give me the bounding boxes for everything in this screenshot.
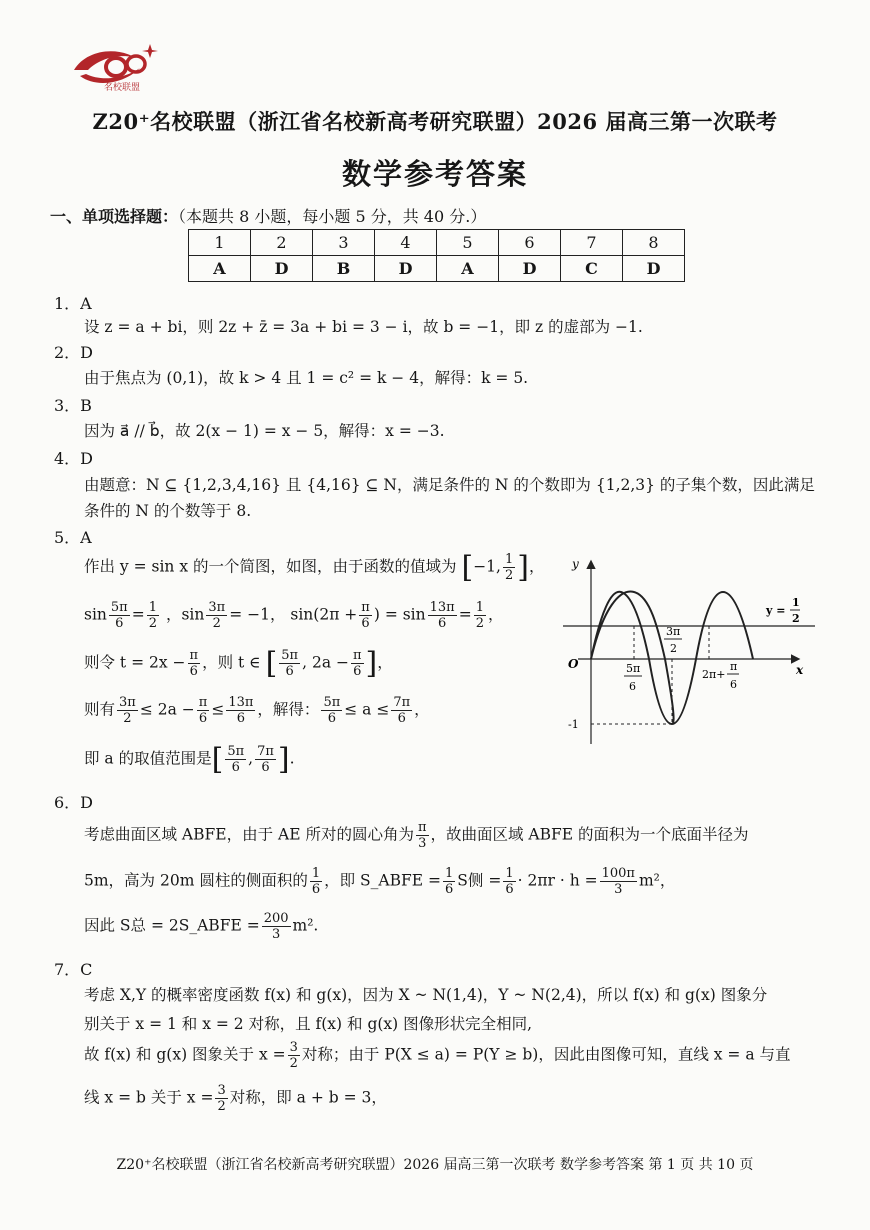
table-cell: A bbox=[437, 256, 499, 282]
q4-solution-line1: 由题意：N ⊆ {1,2,3,4,16} 且 {4,16} ⊆ N，满足条件的 N 的个数即为 {1,2,3} 的子集个数，因此满足 bbox=[84, 476, 815, 494]
text: 作出 y = sin x 的一个简图，如图，由于函数的值域为 bbox=[84, 557, 457, 576]
bracket: ] bbox=[517, 550, 529, 585]
bracket: [ bbox=[461, 550, 474, 585]
q3-heading: 3．B bbox=[54, 396, 92, 415]
q7-line3: 故 f(x) 和 g(x) 图象关于 x = $\frac{3}{2}$ 对称；由于 P(X ≤ a) = P(Y ≥ b)，因此由图像可知，直线 x = a 与直 bbox=[84, 1040, 791, 1071]
q5-line3: 则令 t = 2x − $\frac{\pi}{6}$ ，则 t ∈ [ $\frac{5\pi}{6}$ , 2a − $\frac{\pi}{6}$ ]， bbox=[84, 646, 393, 681]
tick-3pi2-den: 2 bbox=[670, 642, 677, 655]
line-label-den: 2 bbox=[792, 612, 800, 625]
answer-table-answers-row bbox=[189, 256, 685, 282]
q6-line2: 5m，高为 20m 圆柱的侧面积的 $\frac{1}{6}$ ，即 S_ABFE = $\frac{1}{6}$ S侧 = $\frac{1}{6}$ · 2πr · h = $\frac{100\pi}{3}$ m²， bbox=[84, 866, 676, 897]
exam-title: Z20⁺名校联盟（浙江省名校新高考研究联盟）2026 届高三第一次联考 bbox=[92, 109, 778, 134]
table-cell: 6 bbox=[499, 230, 561, 256]
page-footer: Z20⁺名校联盟（浙江省名校新高考研究联盟）2026 届高三第一次联考 数学参考答案 第 1 页 共 10 页 bbox=[116, 1157, 754, 1173]
tick-2pi-pre: 2π+ bbox=[702, 668, 726, 681]
q1-solution: 设 z = a + bi，则 2z + z̄ = 3a + bi = 3 − i，故 b = −1，即 z 的虚部为 −1. bbox=[84, 318, 643, 336]
q4-heading: 4．D bbox=[54, 449, 94, 468]
x-axis-label: x bbox=[796, 663, 804, 677]
table-cell: 5 bbox=[437, 230, 499, 256]
table-cell: D bbox=[623, 256, 685, 282]
neg-one-label: -1 bbox=[568, 718, 579, 731]
fraction: $\frac{1}{2}$ bbox=[504, 552, 514, 583]
section-label: 一、单项选择题： bbox=[50, 207, 179, 226]
q5-line5: 即 a 的取值范围是[ $\frac{5\pi}{6}$ , $\frac{7\pi}{6}$ ]. bbox=[84, 742, 295, 777]
answer-table-numbers-row bbox=[189, 230, 685, 256]
q7-line1: 考虑 X,Y 的概率密度函数 f(x) 和 g(x)，因为 X ~ N(1,4)，Y ~ N(2,4)，所以 f(x) 和 g(x) 图象分 bbox=[84, 986, 768, 1004]
logo-text: 名校联盟 bbox=[104, 83, 141, 93]
q5-line2: sin $\frac{5\pi}{6}$ = $\frac{1}{2}$ ，sin $\frac{3\pi}{2}$ = −1， sin(2π + $\frac{\pi}{6}$ ) = sin $\frac{13\pi}{6}$ = $\frac{1}{2}$ ， bbox=[84, 600, 504, 631]
table-cell: 1 bbox=[189, 230, 251, 256]
q6-line1: 考虑曲面区域 ABFE，由于 AE 所对的圆心角为 $\frac{\pi}{3}$ ，故曲面区域 ABFE 的面积为一个底面半径为 bbox=[84, 820, 749, 851]
section-heading bbox=[50, 204, 486, 227]
line-label-num: 1 bbox=[792, 596, 800, 609]
table-cell: 2 bbox=[251, 230, 313, 256]
table-cell: 3 bbox=[313, 230, 375, 256]
table-cell: 7 bbox=[561, 230, 623, 256]
table-cell: C bbox=[561, 256, 623, 282]
section-note: （本题共 8 小题，每小题 5 分，共 40 分.） bbox=[178, 207, 487, 226]
tick-5pi6-num: 5π bbox=[626, 662, 641, 675]
q7-line2: 别关于 x = 1 和 x = 2 对称，且 f(x) 和 g(x) 图像形状完全相同, bbox=[84, 1015, 533, 1033]
table-cell: B bbox=[313, 256, 375, 282]
q4-solution-line2: 条件的 N 的个数等于 8. bbox=[84, 502, 252, 520]
q2-solution: 由于焦点为 (0,1)，故 k > 4 且 1 = c² = k − 4，解得：k = 5. bbox=[84, 369, 529, 387]
q6-line3: 因此 S总 = 2S_ABFE = $\frac{200}{3}$ m². bbox=[84, 911, 319, 942]
q7-line4: 线 x = b 关于 x = $\frac{3}{2}$ 对称，即 a + b = 3， bbox=[84, 1083, 387, 1114]
document-title: 数学参考答案 bbox=[341, 157, 528, 191]
text: ， bbox=[528, 557, 545, 576]
table-cell: D bbox=[499, 256, 561, 282]
q5-line1 bbox=[84, 550, 544, 585]
tick-3pi2-num: 3π bbox=[666, 625, 681, 638]
answer-table bbox=[188, 229, 685, 282]
q5-line4: 则有 $\frac{3\pi}{2}$ ≤ 2a − $\frac{\pi}{6}$ ≤ $\frac{13\pi}{6}$ ，解得： $\frac{5\pi}{6}$ ≤ a ≤ $\frac{7\pi}{6}$ ， bbox=[84, 695, 430, 726]
q1-heading: 1．A bbox=[54, 294, 92, 313]
y-axis-label: y bbox=[572, 557, 579, 571]
text: −1, bbox=[473, 557, 501, 576]
table-cell: 4 bbox=[375, 230, 437, 256]
q5-heading: 5．A bbox=[54, 528, 92, 547]
line-label: y = bbox=[766, 604, 786, 617]
sine-graph bbox=[558, 548, 820, 748]
table-cell: 8 bbox=[623, 230, 685, 256]
table-cell: D bbox=[375, 256, 437, 282]
q3-solution: 因为 a⃗ // b⃗，故 2(x − 1) = x − 5，解得：x = −3. bbox=[84, 422, 445, 440]
tick-5pi6-den: 6 bbox=[629, 680, 636, 693]
table-cell: A bbox=[189, 256, 251, 282]
q6-heading: 6．D bbox=[54, 793, 94, 812]
q2-heading: 2．D bbox=[54, 343, 94, 362]
tick-2pi-den: 6 bbox=[730, 678, 737, 691]
sine-curve bbox=[591, 592, 753, 724]
table-cell: D bbox=[251, 256, 313, 282]
q7-heading: 7．C bbox=[54, 960, 93, 979]
origin-label: O bbox=[568, 657, 579, 671]
tick-2pi-num: π bbox=[730, 660, 738, 673]
alliance-logo bbox=[66, 40, 162, 98]
